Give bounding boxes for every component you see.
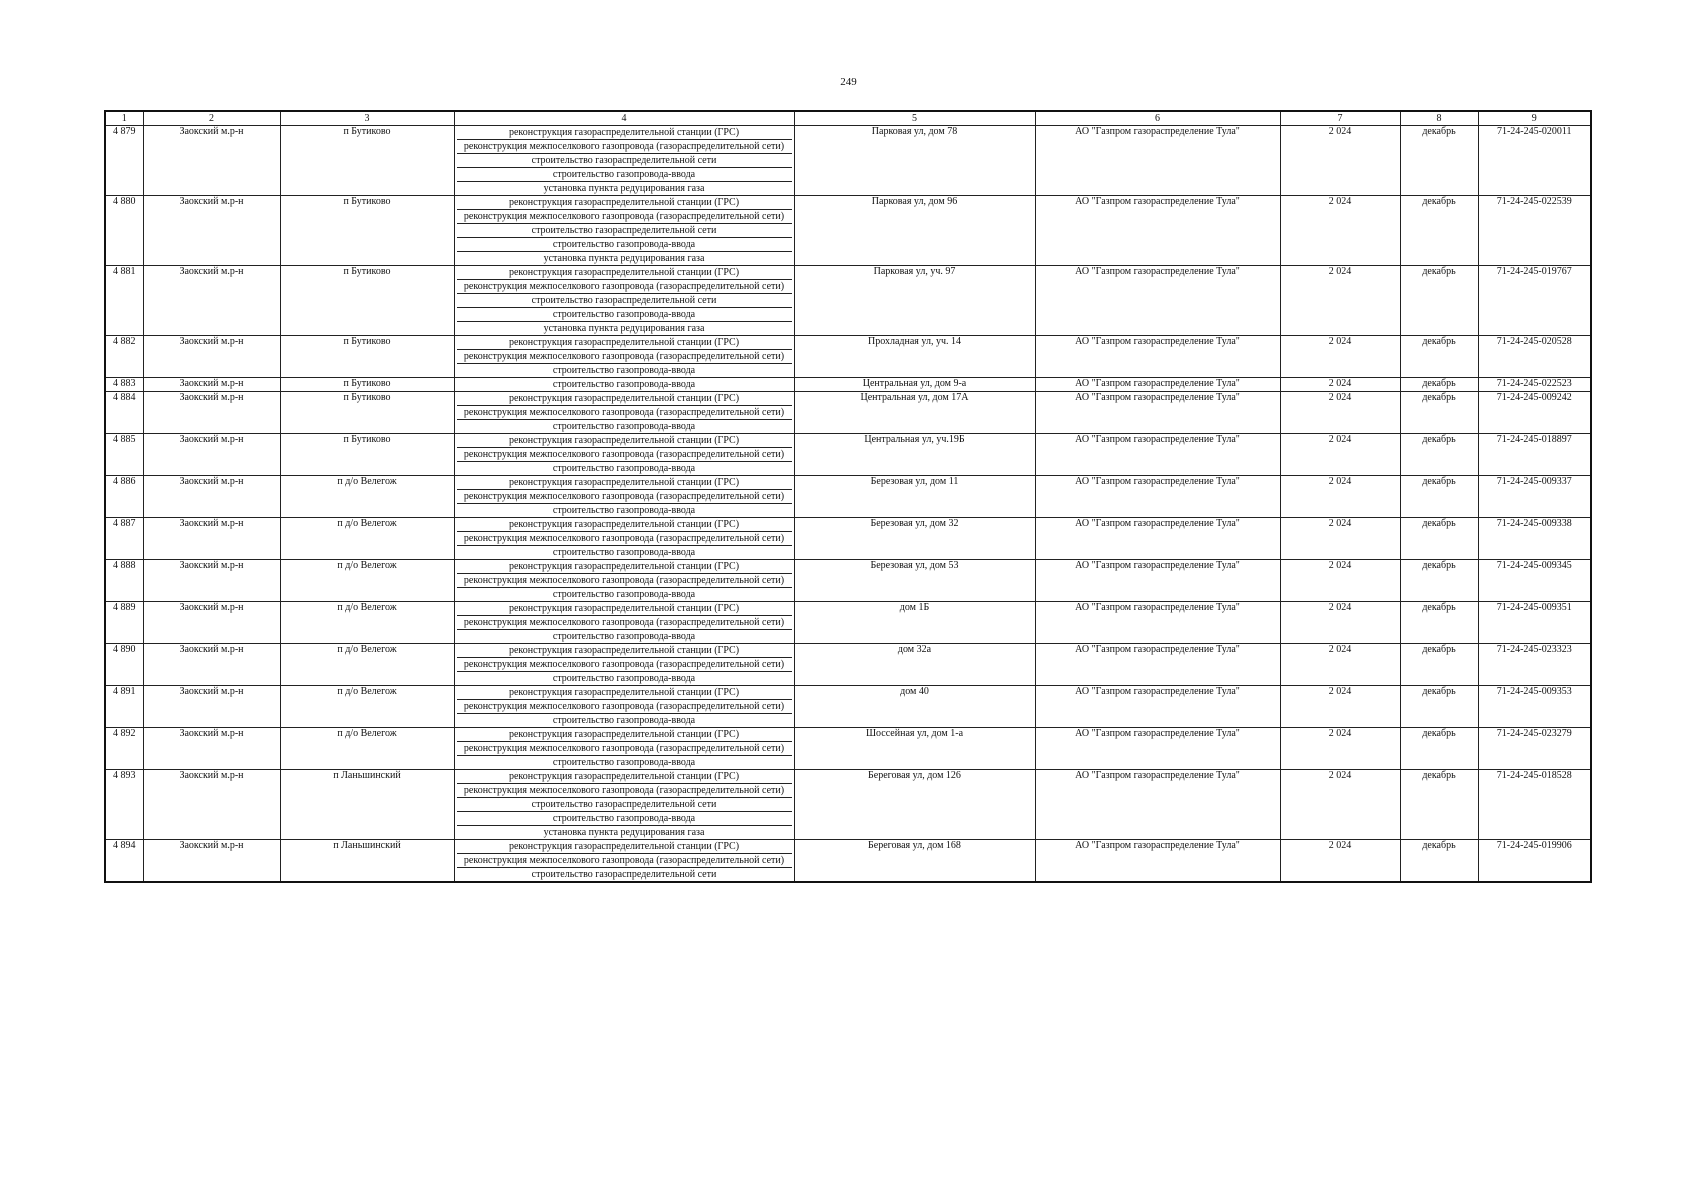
organization-cell: АО "Газпром газораспределение Тула" [1035,560,1280,602]
organization-cell: АО "Газпром газораспределение Тула" [1035,518,1280,560]
row-number: 4 891 [105,686,143,728]
work-item: реконструкция газораспределительной станции (ГРС) [457,336,792,350]
month-cell: декабрь [1400,434,1478,476]
district-cell: Заокский м.р-н [143,378,280,392]
works-cell [454,840,794,883]
work-item: строительство газопровода-ввода [552,631,696,642]
organization-cell: АО "Газпром газораспределение Тула" [1035,728,1280,770]
work-item: строительство газораспределительной сети [531,869,717,880]
organization-cell: АО "Газпром газораспределение Тула" [1035,126,1280,196]
district-cell: Заокский м.р-н [143,560,280,602]
works-cell [454,196,794,266]
year-cell: 2 024 [1280,434,1400,476]
work-item: строительство газопровода-ввода [552,547,696,558]
row-number: 4 887 [105,518,143,560]
locality-cell: п д/о Велегож [280,728,454,770]
work-item: реконструкция газораспределительной станции (ГРС) [457,434,792,448]
locality-cell: п Бутиково [280,336,454,378]
organization-cell: АО "Газпром газораспределение Тула" [1035,378,1280,392]
district-cell: Заокский м.р-н [143,644,280,686]
work-item: реконструкция газораспределительной станции (ГРС) [457,126,792,140]
month-cell: декабрь [1400,518,1478,560]
work-item: реконструкция газораспределительной станции (ГРС) [457,560,792,574]
work-item: установка пункта редуцирования газа [543,323,705,334]
year-cell: 2 024 [1280,560,1400,602]
code-cell: 71-24-245-009242 [1478,392,1591,434]
work-item: реконструкция газораспределительной станции (ГРС) [457,686,792,700]
work-item: реконструкция межпоселкового газопровода (газораспределительной сети) [457,406,792,420]
organization-cell: АО "Газпром газораспределение Тула" [1035,392,1280,434]
address-cell: Шоссейная ул, дом 1-а [794,728,1035,770]
month-cell: декабрь [1400,840,1478,883]
works-cell [454,644,794,686]
row-number: 4 879 [105,126,143,196]
organization-cell: АО "Газпром газораспределение Тула" [1035,266,1280,336]
work-item: реконструкция межпоселкового газопровода (газораспределительной сети) [457,784,792,798]
works-cell [454,126,794,196]
page-number: 249 [840,76,857,88]
district-cell: Заокский м.р-н [143,518,280,560]
work-item: строительство газопровода-ввода [552,421,696,432]
code-cell: 71-24-245-009337 [1478,476,1591,518]
year-cell: 2 024 [1280,126,1400,196]
month-cell: декабрь [1400,728,1478,770]
district-cell: Заокский м.р-н [143,266,280,336]
district-cell: Заокский м.р-н [143,392,280,434]
header-row [105,111,1591,126]
district-cell: Заокский м.р-н [143,196,280,266]
locality-cell: п Бутиково [280,126,454,196]
month-cell: декабрь [1400,644,1478,686]
table-row [105,644,1591,686]
work-item: реконструкция межпоселкового газопровода (газораспределительной сети) [457,616,792,630]
organization-cell: АО "Газпром газораспределение Тула" [1035,644,1280,686]
row-number: 4 894 [105,840,143,883]
work-item: строительство газораспределительной сети [457,224,792,238]
organization-cell: АО "Газпром газораспределение Тула" [1035,840,1280,883]
work-item: реконструкция газораспределительной станции (ГРС) [457,196,792,210]
row-number: 4 886 [105,476,143,518]
table-row [105,196,1591,266]
locality-cell: п Ланьшинский [280,840,454,883]
organization-cell: АО "Газпром газораспределение Тула" [1035,434,1280,476]
code-cell: 71-24-245-023323 [1478,644,1591,686]
work-item: строительство газопровода-ввода [457,168,792,182]
work-item: строительство газораспределительной сети [457,154,792,168]
code-cell: 71-24-245-019767 [1478,266,1591,336]
code-cell: 71-24-245-022539 [1478,196,1591,266]
district-cell: Заокский м.р-н [143,476,280,518]
year-cell: 2 024 [1280,728,1400,770]
code-cell: 71-24-245-009338 [1478,518,1591,560]
work-item: реконструкция межпоселкового газопровода (газораспределительной сети) [457,210,792,224]
header-col-9: 9 [1478,111,1591,126]
month-cell: декабрь [1400,770,1478,840]
locality-cell: п д/о Велегож [280,644,454,686]
work-item: строительство газопровода-ввода [552,715,696,726]
table-row [105,770,1591,840]
locality-cell: п д/о Велегож [280,602,454,644]
month-cell: декабрь [1400,686,1478,728]
code-cell: 71-24-245-023279 [1478,728,1591,770]
header-col-8: 8 [1400,111,1478,126]
gasification-table [104,110,1592,883]
work-item: реконструкция газораспределительной станции (ГРС) [457,392,792,406]
header-col-2: 2 [143,111,280,126]
year-cell: 2 024 [1280,336,1400,378]
month-cell: декабрь [1400,336,1478,378]
table-body [105,126,1591,883]
work-item: установка пункта редуцирования газа [543,183,705,194]
work-item: реконструкция газораспределительной станции (ГРС) [457,728,792,742]
works-cell [454,770,794,840]
locality-cell: п Бутиково [280,392,454,434]
work-item: строительство газопровода-ввода [552,589,696,600]
work-item: реконструкция межпоселкового газопровода (газораспределительной сети) [457,700,792,714]
works-cell [454,392,794,434]
district-cell: Заокский м.р-н [143,602,280,644]
row-number: 4 885 [105,434,143,476]
locality-cell: п д/о Велегож [280,560,454,602]
address-cell: Березовая ул, дом 11 [794,476,1035,518]
address-cell: Парковая ул, дом 96 [794,196,1035,266]
organization-cell: АО "Газпром газораспределение Тула" [1035,686,1280,728]
work-item: установка пункта редуцирования газа [543,253,705,264]
month-cell: декабрь [1400,602,1478,644]
year-cell: 2 024 [1280,770,1400,840]
address-cell: Березовая ул, дом 53 [794,560,1035,602]
work-item: строительство газопровода-ввода [552,505,696,516]
year-cell: 2 024 [1280,196,1400,266]
month-cell: декабрь [1400,392,1478,434]
address-cell: дом 40 [794,686,1035,728]
work-item: реконструкция межпоселкового газопровода (газораспределительной сети) [457,490,792,504]
organization-cell: АО "Газпром газораспределение Тула" [1035,476,1280,518]
district-cell: Заокский м.р-н [143,434,280,476]
locality-cell: п Бутиково [280,196,454,266]
table-row [105,686,1591,728]
work-item: реконструкция межпоселкового газопровода (газораспределительной сети) [457,448,792,462]
works-cell [454,266,794,336]
year-cell: 2 024 [1280,392,1400,434]
works-cell [454,602,794,644]
organization-cell: АО "Газпром газораспределение Тула" [1035,196,1280,266]
works-cell [454,728,794,770]
locality-cell: п Бутиково [280,378,454,392]
table-row [105,840,1591,883]
works-cell [454,686,794,728]
works-cell [454,518,794,560]
table-row [105,336,1591,378]
work-item: реконструкция межпоселкового газопровода (газораспределительной сети) [457,280,792,294]
address-cell: дом 1Б [794,602,1035,644]
table-row [105,266,1591,336]
works-cell [454,560,794,602]
address-cell: Береговая ул, дом 126 [794,770,1035,840]
year-cell: 2 024 [1280,518,1400,560]
district-cell: Заокский м.р-н [143,840,280,883]
row-number: 4 880 [105,196,143,266]
address-cell: Береговая ул, дом 168 [794,840,1035,883]
row-number: 4 893 [105,770,143,840]
locality-cell: п Ланьшинский [280,770,454,840]
work-item: строительство газопровода-ввода [552,757,696,768]
work-item: строительство газопровода-ввода [552,379,696,390]
code-cell: 71-24-245-020011 [1478,126,1591,196]
district-cell: Заокский м.р-н [143,336,280,378]
row-number: 4 888 [105,560,143,602]
organization-cell: АО "Газпром газораспределение Тула" [1035,770,1280,840]
locality-cell: п д/о Велегож [280,476,454,518]
header-col-7: 7 [1280,111,1400,126]
month-cell: декабрь [1400,196,1478,266]
work-item: реконструкция межпоселкового газопровода (газораспределительной сети) [457,140,792,154]
works-cell [454,476,794,518]
work-item: реконструкция газораспределительной станции (ГРС) [457,602,792,616]
code-cell: 71-24-245-019906 [1478,840,1591,883]
work-item: реконструкция газораспределительной станции (ГРС) [457,518,792,532]
address-cell: Центральная ул, дом 17А [794,392,1035,434]
row-number: 4 889 [105,602,143,644]
district-cell: Заокский м.р-н [143,728,280,770]
code-cell: 71-24-245-009345 [1478,560,1591,602]
district-cell: Заокский м.р-н [143,686,280,728]
organization-cell: АО "Газпром газораспределение Тула" [1035,602,1280,644]
year-cell: 2 024 [1280,840,1400,883]
year-cell: 2 024 [1280,602,1400,644]
code-cell: 71-24-245-018897 [1478,434,1591,476]
address-cell: Центральная ул, дом 9-а [794,378,1035,392]
header-col-5: 5 [794,111,1035,126]
header-col-4: 4 [454,111,794,126]
address-cell: Прохладная ул, уч. 14 [794,336,1035,378]
header-col-1: 1 [105,111,143,126]
table-row [105,126,1591,196]
locality-cell: п д/о Велегож [280,686,454,728]
month-cell: декабрь [1400,266,1478,336]
table-row [105,378,1591,392]
code-cell: 71-24-245-009353 [1478,686,1591,728]
address-cell: Парковая ул, уч. 97 [794,266,1035,336]
code-cell: 71-24-245-022523 [1478,378,1591,392]
work-item: реконструкция межпоселкового газопровода (газораспределительной сети) [457,350,792,364]
work-item: реконструкция межпоселкового газопровода (газораспределительной сети) [457,854,792,868]
works-cell [454,434,794,476]
code-cell: 71-24-245-018528 [1478,770,1591,840]
work-item: реконструкция газораспределительной станции (ГРС) [457,644,792,658]
month-cell: декабрь [1400,378,1478,392]
row-number: 4 881 [105,266,143,336]
code-cell: 71-24-245-009351 [1478,602,1591,644]
work-item: строительство газопровода-ввода [552,365,696,376]
table-row [105,602,1591,644]
address-cell: Березовая ул, дом 32 [794,518,1035,560]
locality-cell: п Бутиково [280,266,454,336]
code-cell: 71-24-245-020528 [1478,336,1591,378]
table-row [105,434,1591,476]
work-item: реконструкция межпоселкового газопровода (газораспределительной сети) [457,574,792,588]
work-item: строительство газораспределительной сети [457,294,792,308]
month-cell: декабрь [1400,126,1478,196]
row-number: 4 892 [105,728,143,770]
year-cell: 2 024 [1280,378,1400,392]
row-number: 4 884 [105,392,143,434]
work-item: реконструкция газораспределительной станции (ГРС) [457,476,792,490]
organization-cell: АО "Газпром газораспределение Тула" [1035,336,1280,378]
table-row [105,728,1591,770]
work-item: реконструкция межпоселкового газопровода (газораспределительной сети) [457,532,792,546]
works-cell [454,378,794,392]
work-item: реконструкция газораспределительной станции (ГРС) [457,840,792,854]
table-row [105,476,1591,518]
district-cell: Заокский м.р-н [143,770,280,840]
work-item: реконструкция межпоселкового газопровода (газораспределительной сети) [457,742,792,756]
work-item: строительство газопровода-ввода [552,673,696,684]
row-number: 4 882 [105,336,143,378]
work-item: реконструкция межпоселкового газопровода (газораспределительной сети) [457,658,792,672]
year-cell: 2 024 [1280,476,1400,518]
address-cell: Центральная ул, уч.19Б [794,434,1035,476]
work-item: строительство газопровода-ввода [552,463,696,474]
address-cell: дом 32а [794,644,1035,686]
address-cell: Парковая ул, дом 78 [794,126,1035,196]
row-number: 4 883 [105,378,143,392]
table-row [105,560,1591,602]
work-item: установка пункта редуцирования газа [543,827,705,838]
work-item: строительство газораспределительной сети [457,798,792,812]
locality-cell: п д/о Велегож [280,518,454,560]
month-cell: декабрь [1400,560,1478,602]
work-item: реконструкция газораспределительной станции (ГРС) [457,770,792,784]
table-row [105,392,1591,434]
row-number: 4 890 [105,644,143,686]
table-row [105,518,1591,560]
year-cell: 2 024 [1280,266,1400,336]
header-col-6: 6 [1035,111,1280,126]
work-item: строительство газопровода-ввода [457,238,792,252]
year-cell: 2 024 [1280,644,1400,686]
work-item: реконструкция газораспределительной станции (ГРС) [457,266,792,280]
month-cell: декабрь [1400,476,1478,518]
works-cell [454,336,794,378]
district-cell: Заокский м.р-н [143,126,280,196]
year-cell: 2 024 [1280,686,1400,728]
work-item: строительство газопровода-ввода [457,812,792,826]
header-col-3: 3 [280,111,454,126]
work-item: строительство газопровода-ввода [457,308,792,322]
locality-cell: п Бутиково [280,434,454,476]
